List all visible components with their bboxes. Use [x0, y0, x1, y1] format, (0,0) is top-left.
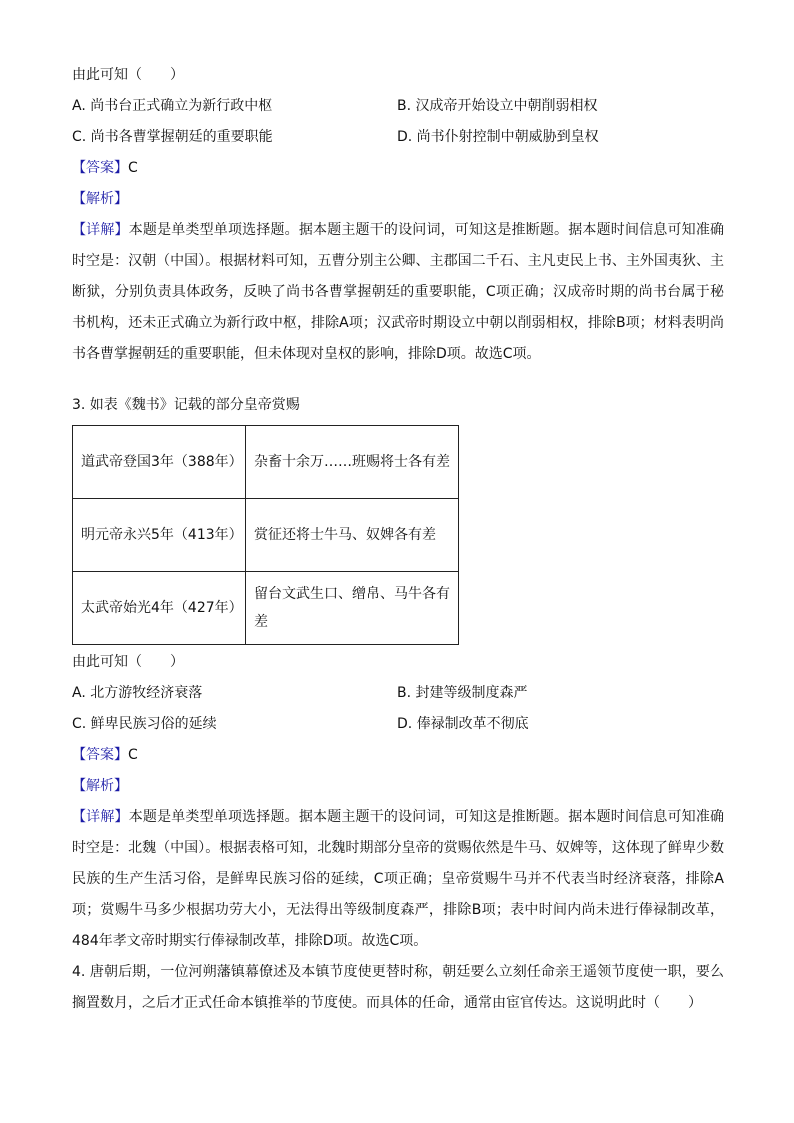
document-page [72, 60, 724, 1019]
q3-prompt: 由此可知（ ） [72, 654, 184, 670]
q3-detail [72, 802, 724, 957]
q3-options-row2 [72, 709, 724, 740]
q3-options-row1 [72, 678, 724, 709]
q2-answer-tag: 【答案】 [72, 160, 128, 176]
table-row [73, 572, 459, 645]
q4-stem: 4. 唐朝后期，一位河朔藩镇幕僚述及本镇节度使更替时称，朝廷要么立刻任命亲王遥领节度使一职，要么搁置数月，之后才正式任命本镇推举的节度使。而具体的任命，通常由宦官传达。这说明此时（ ） [72, 964, 724, 1011]
table-row [73, 499, 459, 572]
q2-detail-text: 本题是单类型单项选择题。据本题主题干的设问词，可知这是推断题。据本题时间信息可知准确时空是：汉朝（中国）。根据材料可知，五曹分别主公卿、主郡国二千石、主凡吏民上书、主外国夷狄、主断狱，分别负责具体政务，反映了尚书各曹掌握朝廷的重要职能，C项正确；汉成帝时期的尚书台属于秘书机构，还未正式确立为新行政中枢，排除A项；汉武帝时期设立中朝以削弱相权，排除B项；材料表明尚书各曹掌握朝廷的重要职能，但未体现对皇权的影响，排除D项。故选C项。 [72, 222, 725, 362]
q3-option-a: A. 北方游牧经济衰落 [72, 685, 203, 701]
q3-option-c: C. 鲜卑民族习俗的延续 [72, 716, 217, 732]
q2-answer [72, 153, 724, 184]
q2-detail [72, 215, 724, 370]
table-cell-period: 明元帝永兴5年（413年） [73, 499, 246, 572]
q3-answer-value: C [128, 747, 138, 763]
q3-table [72, 425, 459, 645]
table-row [73, 426, 459, 499]
q3-option-b: B. 封建等级制度森严 [397, 685, 528, 701]
q3-answer [72, 740, 724, 771]
q2-option-a: A. 尚书台正式确立为新行政中枢 [72, 98, 273, 114]
table-cell-reward: 赏征还将士牛马、奴婢各有差 [246, 499, 459, 572]
q3-option-d: D. 俸禄制改革不彻底 [397, 716, 529, 732]
q2-options-row1 [72, 91, 724, 122]
q2-answer-value: C [128, 160, 138, 176]
q3-stem: 3. 如表《魏书》记载的部分皇帝赏赐 [72, 397, 300, 413]
q2-prompt: 由此可知（ ） [72, 67, 184, 83]
q2-option-c: C. 尚书各曹掌握朝廷的重要职能 [72, 129, 273, 145]
q2-option-b: B. 汉成帝开始设立中朝削弱相权 [397, 98, 598, 114]
q2-option-d: D. 尚书仆射控制中朝威胁到皇权 [397, 129, 599, 145]
table-cell-reward: 留台文武生口、缯帛、马牛各有差 [246, 572, 459, 645]
q2-analysis-tag: 【解析】 [72, 191, 128, 207]
q3-detail-tag: 【详解】 [72, 809, 129, 825]
table-cell-reward: 杂畜十余万……班赐将士各有差 [246, 426, 459, 499]
q3-detail-text: 本题是单类型单项选择题。据本题主题干的设问词，可知这是推断题。据本题时间信息可知准确时空是：北魏（中国）。根据表格可知，北魏时期部分皇帝的赏赐依然是牛马、奴婢等，这体现了鲜卑少数民族的生产生活习俗，是鲜卑民族习俗的延续，C项正确；皇帝赏赐牛马并不代表当时经济衰落，排除A项；赏赐牛马多少根据功劳大小，无法得出等级制度森严，排除B项；表中时间内尚未进行俸禄制改革，484年孝文帝时期实行俸禄制改革，排除D项。故选C项。 [72, 809, 725, 949]
q2-detail-tag: 【详解】 [72, 222, 129, 238]
table-cell-period: 道武帝登国3年（388年） [73, 426, 246, 499]
q3-answer-tag: 【答案】 [72, 747, 128, 763]
q2-options-row2 [72, 122, 724, 153]
table-cell-period: 太武帝始光4年（427年） [73, 572, 246, 645]
q3-analysis-tag: 【解析】 [72, 778, 128, 794]
